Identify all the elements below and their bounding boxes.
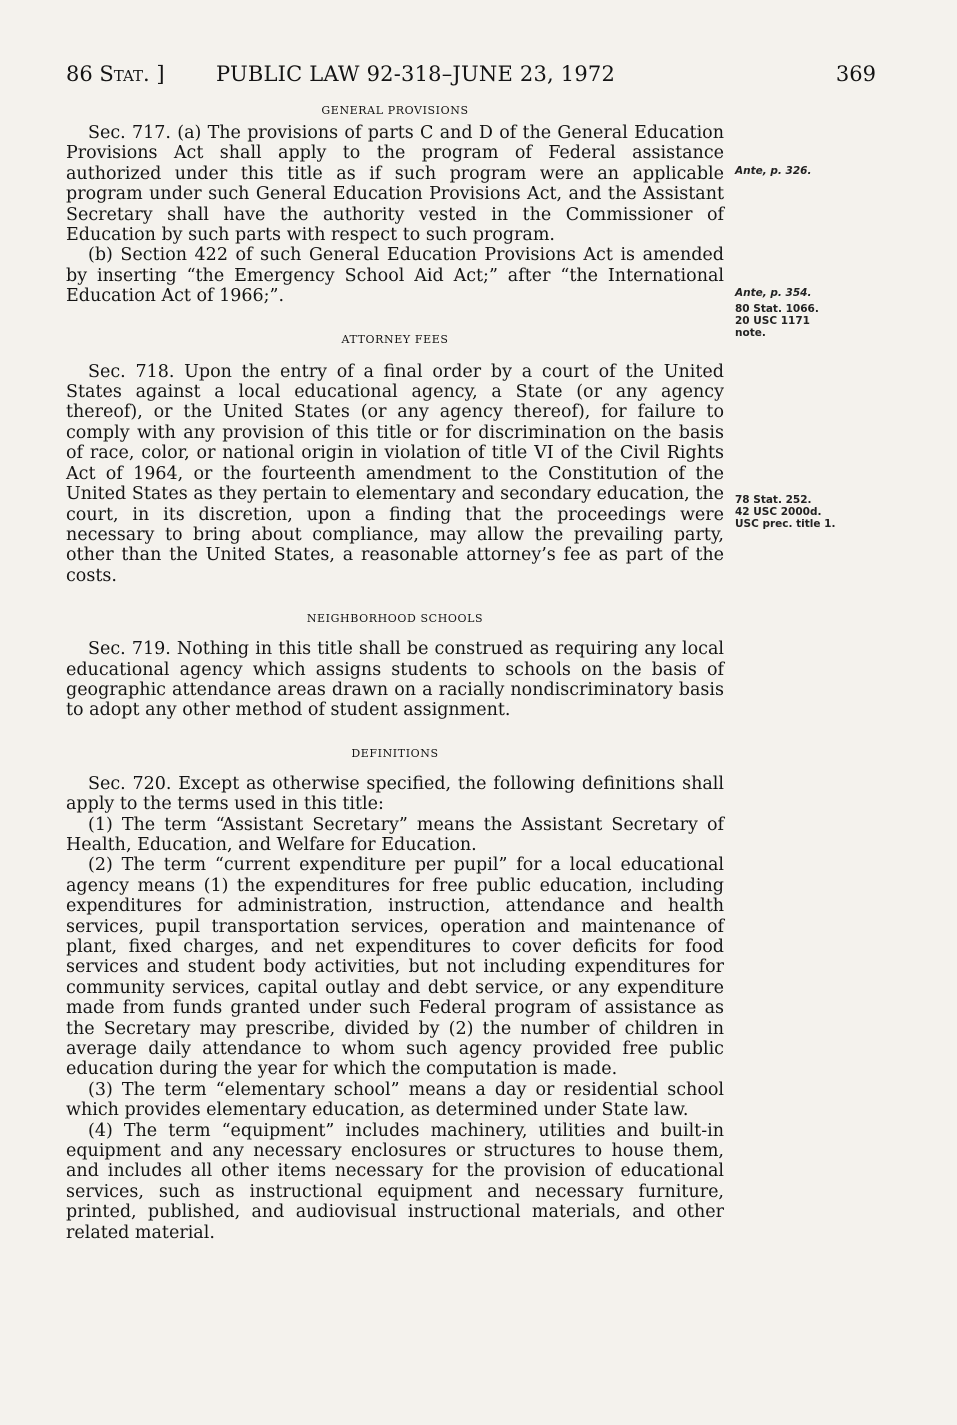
margin-note-civil-rights xyxy=(735,494,835,530)
margin-note-ante-354 xyxy=(735,287,819,339)
margin-note-text: 42 USC 2000d. xyxy=(735,506,822,518)
sec-717-a: Sec. 717. (a) The provisions of parts C and D of the General Education Provisions Act shall apply to the program of Federal assistance authorized under this title as if such program were an applicable program under such General Education Provisions Act, and the Assistant Secretary shall have the authority vested in the Commissioner of Education by such parts with respect to such program. xyxy=(66,123,724,246)
page-number: 369 xyxy=(835,62,876,86)
sec-720-intro: Sec. 720. Except as otherwise specified, the following definitions shall apply to the terms used in this title: xyxy=(66,773,724,815)
sec-719: Sec. 719. Nothing in this title shall be construed as requiring any local educational agency which assigns students to schools on the basis of geographic attendance areas drawn on a racially nondiscriminatory basis to adopt any other method of student assignment. xyxy=(66,639,724,721)
section-heading-neighborhood-schools: NEIGHBORHOOD SCHOOLS xyxy=(306,612,484,626)
page-header xyxy=(66,62,876,92)
sec-717-b: (b) Section 422 of such General Education Provisions Act is amended by inserting “the Emergency School Aid Act;” after “the International Education Act of 1966;”. xyxy=(66,245,724,307)
margin-note-ante-326 xyxy=(735,165,811,177)
margin-note-text: 78 Stat. 252. xyxy=(735,494,812,506)
law-title: PUBLIC LAW 92-318–JUNE 23, 1972 xyxy=(216,62,616,86)
definition-4: (4) The term “equipment” includes machinery, utilities and built-in equipment and any necessary enclosures or structures to house them, and includes all other items necessary for the provision of educational services, such as instructional equipment and necessary furniture, printed, published, and audiovisual instructional materials, and other related material. xyxy=(66,1120,724,1243)
margin-note-text: 20 USC 1171 xyxy=(735,315,810,327)
section-heading-attorney-fees: ATTORNEY FEES xyxy=(341,332,449,346)
volume-reference: 86 Stat. ] xyxy=(66,62,165,86)
margin-note-text: 80 Stat. 1066. xyxy=(735,303,819,315)
margin-note-text: note. xyxy=(735,327,766,339)
margin-note-text: Ante, p. 354. xyxy=(735,287,812,299)
page-body xyxy=(66,98,724,1243)
section-heading-general-provisions: GENERAL PROVISIONS xyxy=(321,104,469,117)
section-heading-definitions: DEFINITIONS xyxy=(351,746,439,760)
sec-718: Sec. 718. Upon the entry of a final order by a court of the United States against a local educational agency, a State (or any agency thereof), or the United States (or any agency thereof), for failure to comply with any provision of this title or for discrimination on the basis of race, color, or national origin in violation of title VI of the Civil Rights Act of 1964, or the fourteenth amendment to the Constitution of the United States as they pertain to elementary and secondary education, the court, in its discretion, upon a finding that the proceedings were necessary to bring about compliance, may allow the prevailing party, other than the United States, a reasonable attorney’s fee as part of the costs. xyxy=(66,361,724,586)
margin-note-text: Ante, p. 326. xyxy=(735,165,812,177)
definition-3: (3) The term “elementary school” means a day or residential school which provides elementary education, as determined under State law. xyxy=(66,1079,724,1121)
definition-2: (2) The term “current expenditure per pupil” for a local educational agency means (1) the expenditures for free public education, including expenditures for administration, instruction, attendance and health services, pupil transportation services, operation and maintenance of plant, fixed charges, and net expenditures to cover deficits for food services and student body activities, but not including expenditures for community services, capital outlay and debt service, or any expenditure made from funds granted under such Federal program of assistance as the Secretary may prescribe, divided by (2) the number of children in average daily attendance to whom such agency provided free public education during the year for which the computation is made. xyxy=(66,855,724,1080)
definition-1: (1) The term “Assistant Secretary” means the Assistant Secretary of Health, Education, and Welfare for Education. xyxy=(66,814,724,855)
margin-note-text: USC prec. title 1. xyxy=(735,518,836,530)
